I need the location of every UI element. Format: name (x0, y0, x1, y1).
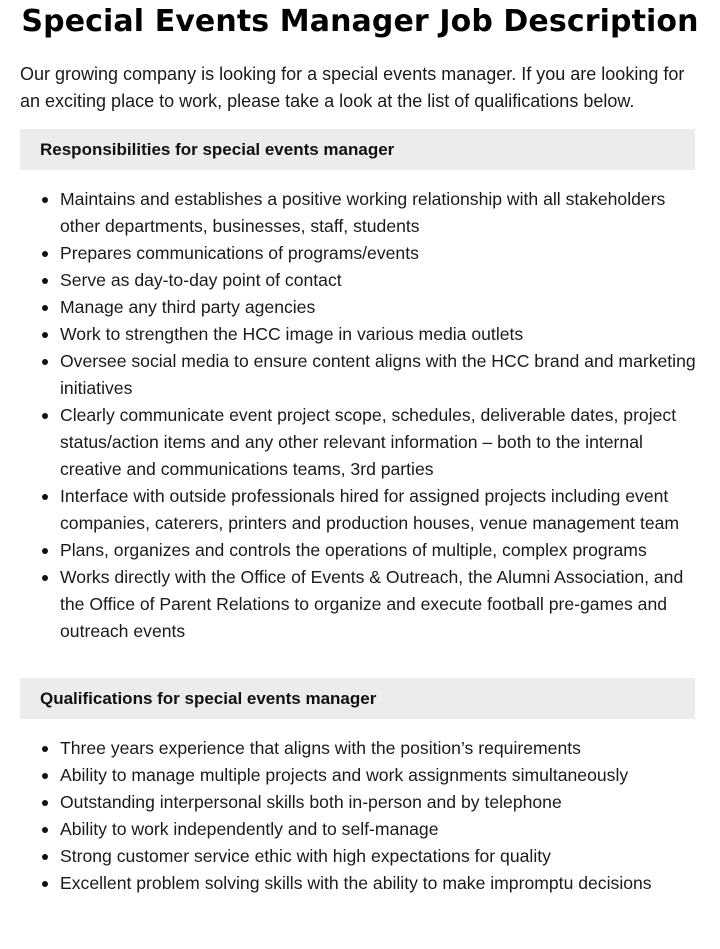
intro-paragraph: Our growing company is looking for a special events manager. If you are looking for an exciting place to work, please take a look at the list of qualifications below. (20, 64, 685, 111)
list-item: Clearly communicate event project scope, schedules, deliverable dates, project status/action items and any other relevant information – both to the internal creative and communications teams, 3rd parties (20, 402, 700, 483)
list-item: Ability to manage multiple projects and work assignments simultaneously (20, 762, 700, 789)
list-item: Oversee social media to ensure content aligns with the HCC brand and marketing initiatives (20, 348, 700, 402)
list-item: Strong customer service ethic with high expectations for quality (20, 843, 700, 870)
qualifications-list (20, 735, 700, 897)
list-item: Serve as day-to-day point of contact (20, 267, 700, 294)
list-item: Ability to work independently and to self-manage (20, 816, 700, 843)
qualifications-header: Qualifications for special events manager (20, 678, 695, 719)
responsibilities-list (20, 186, 700, 645)
list-item: Work to strengthen the HCC image in various media outlets (20, 321, 700, 348)
list-item: Outstanding interpersonal skills both in-person and by telephone (20, 789, 700, 816)
list-item: Works directly with the Office of Events & Outreach, the Alumni Association, and the Office of Parent Relations to organize and execute football pre-games and outreach events (20, 564, 700, 645)
list-item: Manage any third party agencies (20, 294, 700, 321)
list-item: Three years experience that aligns with the position’s requirements (20, 735, 700, 762)
list-item: Interface with outside professionals hired for assigned projects including event companies, caterers, printers and production houses, venue management team (20, 483, 700, 537)
list-item: Plans, organizes and controls the operations of multiple, complex programs (20, 537, 700, 564)
list-item: Prepares communications of programs/events (20, 240, 700, 267)
list-item: Excellent problem solving skills with the ability to make impromptu decisions (20, 870, 700, 897)
responsibilities-header: Responsibilities for special events manager (20, 129, 695, 170)
page-title: Special Events Manager Job Description (21, 4, 699, 39)
list-item: Maintains and establishes a positive working relationship with all stakeholders other departments, businesses, staff, students (20, 186, 700, 240)
